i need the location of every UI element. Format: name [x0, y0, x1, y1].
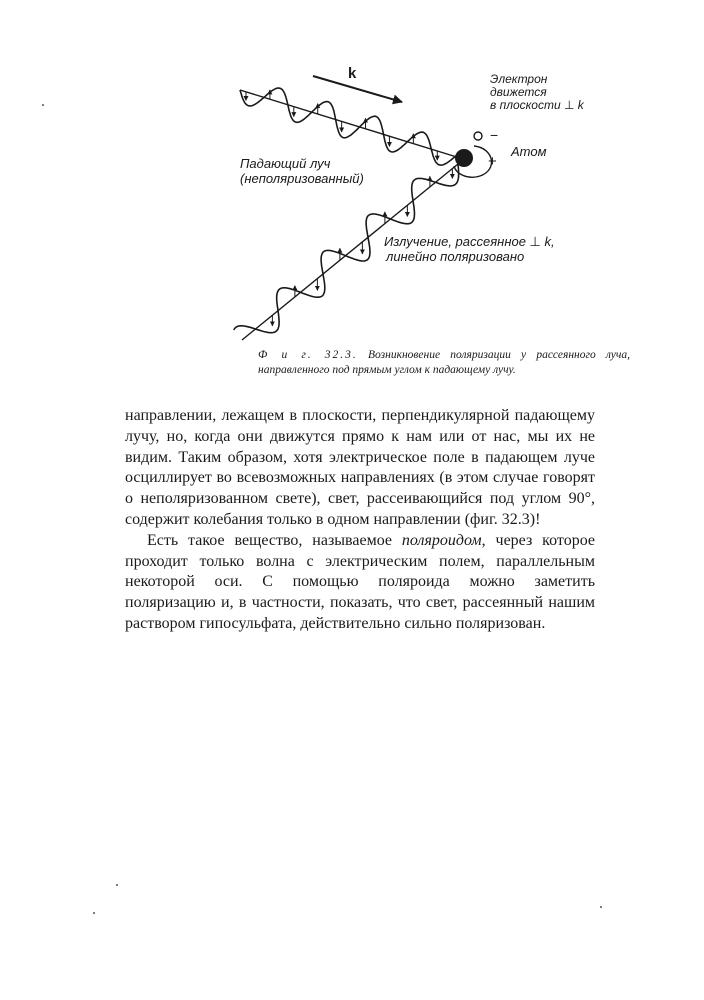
scattered-label-line-2: линейно поляризовано: [386, 249, 525, 264]
incident-beam: [240, 88, 462, 165]
incident-label-line-2: (неполяризованный): [240, 171, 364, 186]
scan-speck: [600, 906, 602, 908]
electron-label-line-3: в плоскости ⊥ k: [490, 98, 584, 112]
incident-label-line-1: Падающий луч: [240, 156, 331, 171]
paragraph-2-end: , через которое проходит только волна с электрическим полем, параллельным некоторой оси. С помощью поляроида можно заметить поляризацию и, в частности, показать, что свет, рассеянный нашим раствором гипосульфата, действительно сильно поляризован.: [125, 531, 595, 632]
electron: [474, 132, 482, 140]
incident-axis-line: [240, 90, 460, 158]
scan-speck: [93, 912, 95, 914]
electron-label-line-2: движется: [490, 85, 547, 99]
caption-lead: Ф и г. 32.3.: [258, 349, 358, 361]
scattered-label-line-1: Излучение, рассеянное ⊥ k,: [384, 234, 555, 249]
body-text: [125, 406, 595, 635]
scan-speck: [116, 884, 118, 886]
k-direction-arrow: [313, 76, 402, 102]
atom-label: Атом: [511, 144, 547, 159]
atom-nucleus: [455, 149, 473, 167]
caption-text: Возникновение поляризации у рассеянного луча, направленного под прямым углом к падающему лучу.: [258, 349, 630, 376]
paragraph-2: [125, 531, 595, 635]
atom-plus-sign: +: [488, 153, 497, 170]
scan-speck: [42, 104, 44, 106]
electron-label-line-1: Электрон: [490, 72, 548, 86]
term-polaroid: поляроидом: [401, 531, 482, 549]
figure-caption: [258, 348, 630, 378]
figure-32-3: [228, 60, 608, 350]
paragraph-2-start: Есть такое вещество, называемое: [147, 531, 402, 549]
k-label: k: [348, 65, 357, 82]
paragraph-1: направлении, лежащем в плоскости, перпендикулярной падающему лучу, но, когда они движутся прямо к нам или от нас, мы их не видим. Таким образом, хотя электрическое поле в падающем луче осциллирует во всевозможных направлениях (в этом случае говорят о неполяризованном свете), свет, рассеивающийся под углом 90°, содержит колебания только в одном направлении (фиг. 32.3)!: [125, 407, 595, 528]
electron-minus-sign: −: [490, 127, 499, 143]
